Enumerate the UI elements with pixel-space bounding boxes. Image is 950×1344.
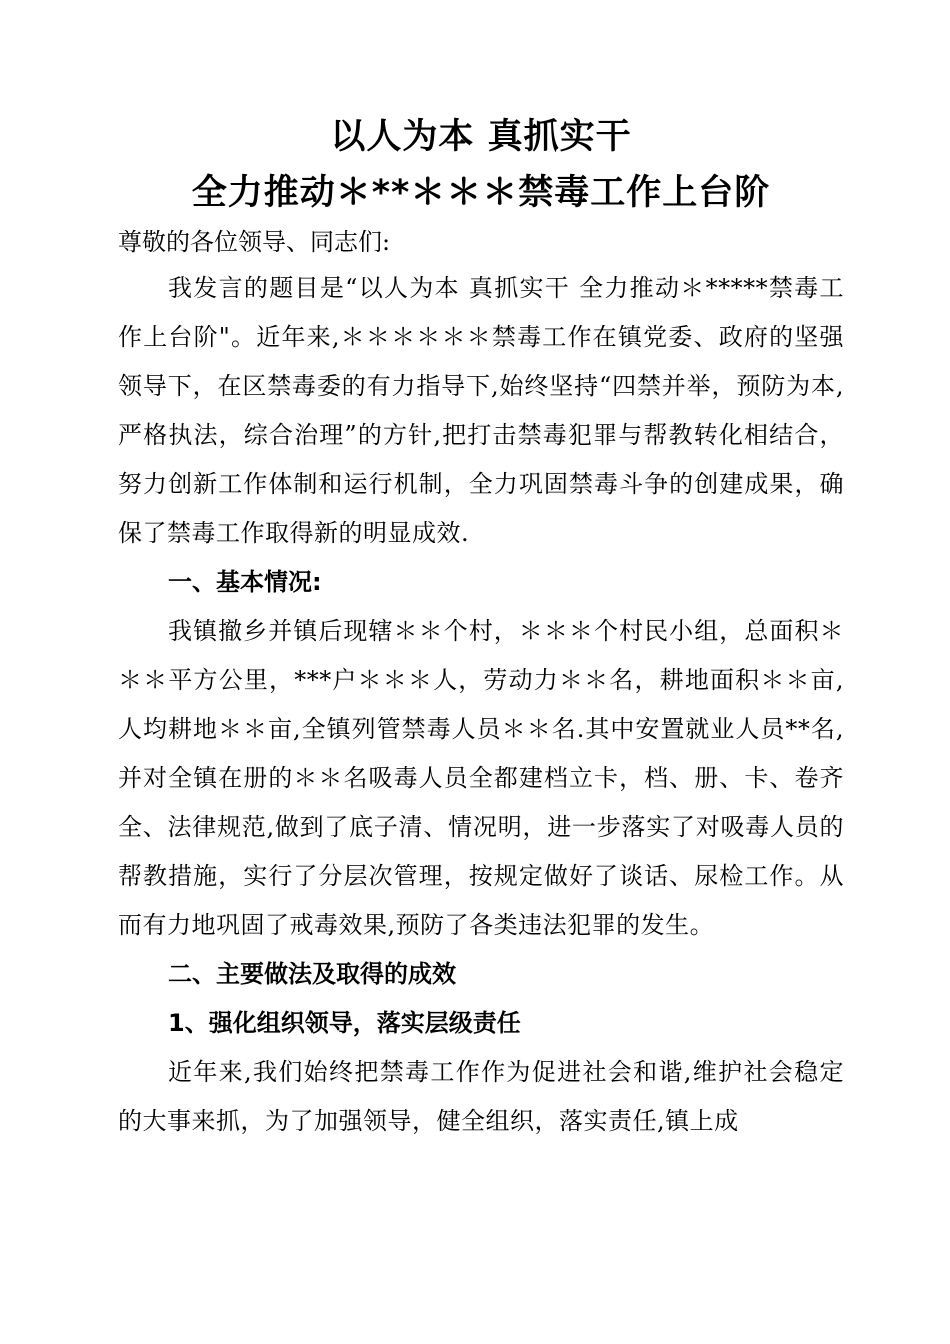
salutation: 尊敬的各位领导、同志们: [118,228,391,256]
subsection-heading-organization: 1、强化组织领导，落实层级责任 [168,1009,521,1037]
organization-paragraph: 近年来,我们始终把禁毒工作作为促进社会和谐,维护社会稳定的大事来抓，为了加强领导，健全组织，落实责任,镇上成 [118,1058,844,1135]
document-title-line-2: 全力推动＊**＊＊＊禁毒工作上台阶 [191,173,771,213]
section-heading-main-practices: 二、主要做法及取得的成效 [168,960,456,988]
basic-situation-paragraph: 我镇撤乡并镇后现辖＊＊个村，＊＊＊个村民小组，总面积＊＊＊平方公里，***户＊＊＊人，劳动力＊＊名，耕地面积＊＊亩,人均耕地＊＊亩,全镇列管禁毒人员＊＊名.其中安置就业人员**名,并对全镇在册的＊＊名吸毒人员全都建档立卡，档、册、卡、卷齐全、法律规范,做到了底子清、情况明，进一步落实了对吸毒人员的帮教措施，实行了分层次管理，按规定做好了谈话、尿检工作。从而有力地巩固了戒毒效果,预防了各类违法犯罪的发生。 [118,617,844,939]
section-heading-basic-situation: 一、基本情况: [168,568,322,596]
document-title-line-1: 以人为本 真抓实干 [330,117,632,157]
intro-paragraph: 我发言的题目是“以人为本 真抓实干 全力推动＊*****禁毒工作上台阶"。近年来,＊＊＊＊＊＊禁毒工作在镇党委、政府的坚强领导下，在区禁毒委的有力指导下,始终坚持“四禁并举，预防为本,严格执法，综合治理”的方针,把打击禁毒犯罪与帮教转化相结合，努力创新工作体制和运行机制，全力巩固禁毒斗争的创建成果，确保了禁毒工作取得新的明显成效. [118,274,844,547]
